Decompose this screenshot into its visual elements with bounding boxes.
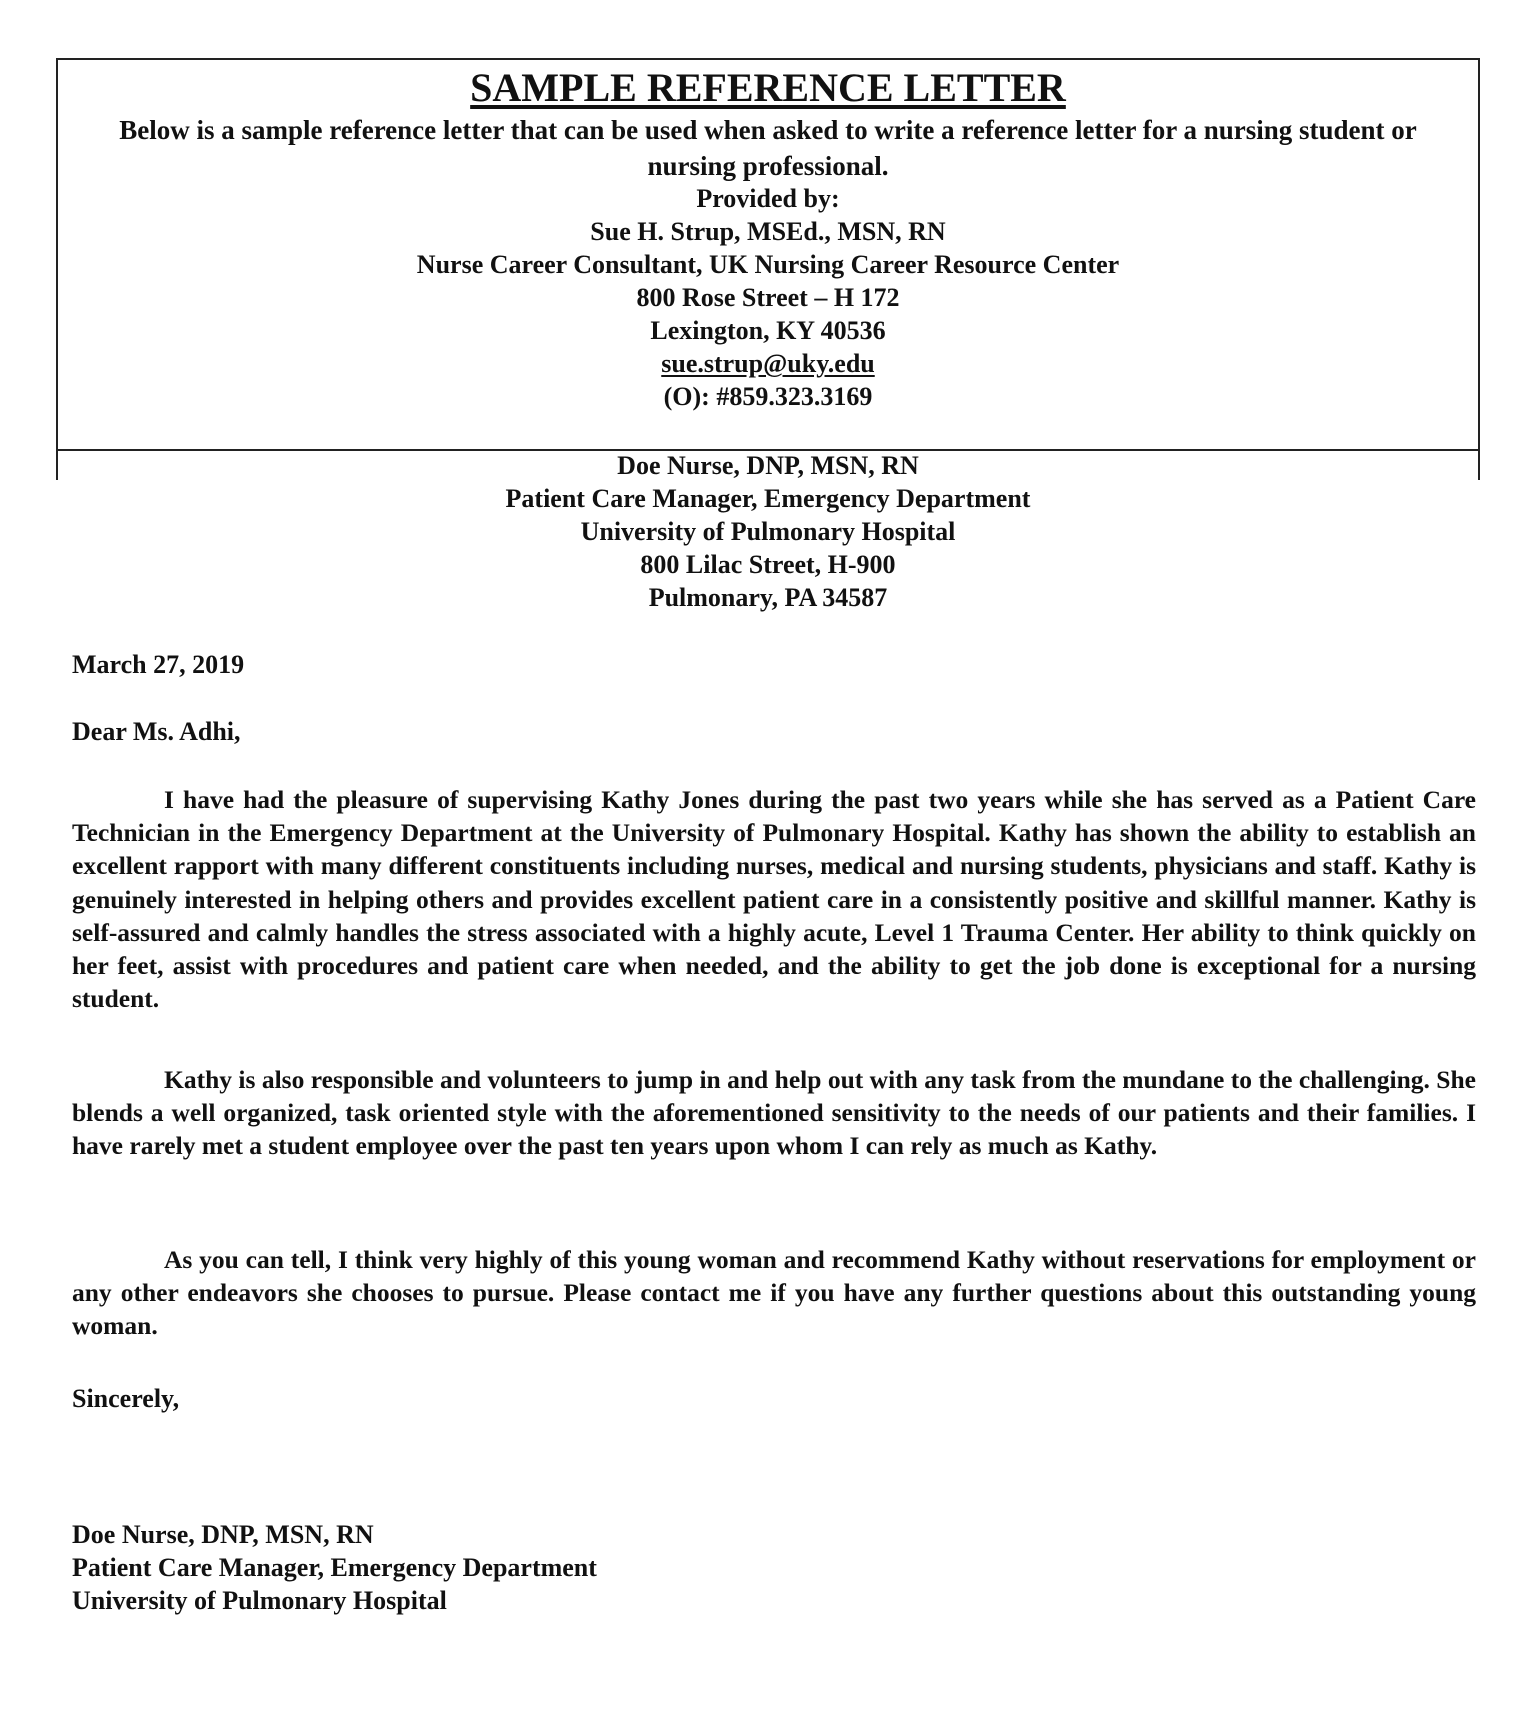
recipient-org: University of Pulmonary Hospital xyxy=(580,517,956,546)
intro-text: Below is a sample reference letter that can be used when asked to write a reference letter for a nursing student or nursing professional. xyxy=(119,115,1417,181)
provider-block xyxy=(58,182,1478,413)
recipient-block xyxy=(56,449,1480,614)
signature-name: Doe Nurse, DNP, MSN, RN xyxy=(72,1520,374,1549)
signature-org: University of Pulmonary Hospital xyxy=(72,1586,447,1615)
recipient-street: 800 Lilac Street, H-900 xyxy=(640,550,896,579)
signature-block xyxy=(72,1518,597,1617)
letter-paragraph-1: I have had the pleasure of supervising Kathy Jones during the past two years while she has served as a Patient Care Technician in the Emergency Department at the University of Pulmonary Hospital. Kathy has shown the ability to establish an excellent rapport with many different constituents including nurses, medical and nursing students, physicians and staff. Kathy is genuinely interested in helping others and provides excellent patient care in a consistently positive and skillful manner. Kathy is self-assured and calmly handles the stress associated with a highly acute, Level 1 Trauma Center. Her ability to think quickly on her feet, assist with procedures and patient care when needed, and the ability to get the job done is exceptional for a nursing student. xyxy=(72,785,1476,1014)
provided-by-label: Provided by: xyxy=(696,184,840,213)
provider-street: 800 Rose Street – H 172 xyxy=(636,283,900,312)
recipient-title: Patient Care Manager, Emergency Department xyxy=(505,484,1031,513)
provider-phone: (O): #859.323.3169 xyxy=(663,382,873,411)
letter-paragraph-2: Kathy is also responsible and volunteers to jump in and help out with any task from the mundane to the challenging. She blends a well organized, task oriented style with the aforementioned sensitivity to the needs of our patients and their families. I have rarely met a student employee over the past ten years upon whom I can rely as much as Kathy. xyxy=(72,1065,1476,1161)
signature-title: Patient Care Manager, Emergency Department xyxy=(72,1553,597,1582)
provider-email-line xyxy=(58,347,1478,380)
letter-salutation: Dear Ms. Adhi, xyxy=(72,717,241,746)
document-title: SAMPLE REFERENCE LETTER xyxy=(470,65,1066,110)
letter-date: March 27, 2019 xyxy=(72,650,245,679)
provider-city: Lexington, KY 40536 xyxy=(650,316,886,345)
recipient-city: Pulmonary, PA 34587 xyxy=(648,583,888,612)
provider-role: Nurse Career Consultant, UK Nursing Career Resource Center xyxy=(416,250,1120,279)
recipient-name: Doe Nurse, DNP, MSN, RN xyxy=(617,451,919,480)
letter-closing: Sincerely, xyxy=(72,1384,180,1413)
provider-email-link[interactable]: sue.strup@uky.edu xyxy=(661,349,875,378)
provider-name: Sue H. Strup, MSEd., MSN, RN xyxy=(590,217,946,246)
header-box xyxy=(56,58,1480,451)
letter-paragraph-3: As you can tell, I think very highly of this young woman and recommend Kathy without reservations for employment or any other endeavors she chooses to pursue. Please contact me if you have any further questions about this outstanding young woman. xyxy=(72,1245,1476,1341)
